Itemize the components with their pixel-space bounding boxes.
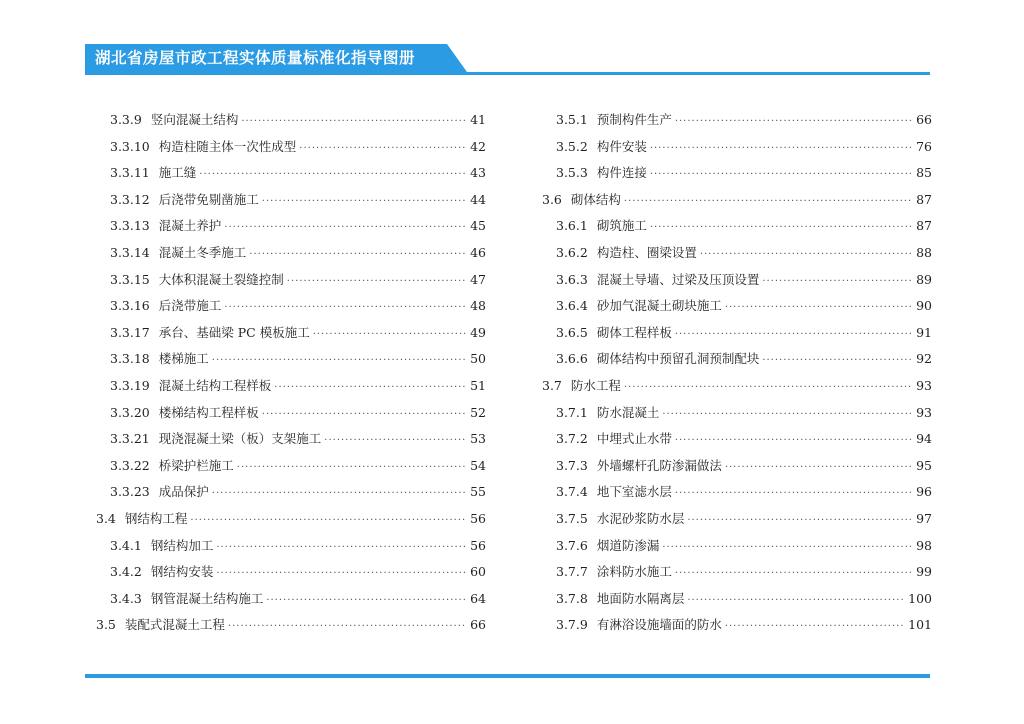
toc-entry[interactable] — [94, 400, 486, 427]
toc-entry-page: 54 — [470, 457, 486, 473]
toc-leader-dots — [650, 162, 913, 189]
toc-entry-number: 3.5.1 — [556, 112, 588, 127]
toc-entry-number: 3.3.16 — [110, 298, 150, 314]
toc-column-right — [540, 107, 932, 639]
toc-entry[interactable] — [94, 160, 486, 187]
toc-entry[interactable] — [540, 160, 932, 187]
toc-entry[interactable] — [540, 134, 932, 161]
toc-entry-title: 混凝土导墙、过梁及压顶设置 — [596, 271, 760, 287]
toc-leader-dots — [675, 109, 913, 136]
toc-leader-dots — [313, 322, 467, 349]
toc-leader-dots — [725, 614, 905, 641]
toc-entry-number: 3.4 — [96, 510, 116, 526]
toc-entry-number: 3.6 — [542, 191, 562, 207]
toc-entry-title: 构造柱随主体一次性成型 — [158, 138, 297, 154]
toc-entry-title: 钢管混凝土结构施工 — [150, 590, 264, 606]
toc-entry-title: 中埋式止水带 — [596, 431, 672, 447]
toc-entry-page: 60 — [470, 564, 486, 580]
toc-entry[interactable] — [94, 479, 486, 506]
toc-leader-dots — [725, 295, 913, 322]
toc-entry[interactable] — [540, 612, 932, 639]
toc-entry-title: 烟道防渗漏 — [596, 537, 660, 553]
toc-entry-number: 3.7.2 — [556, 431, 588, 447]
toc-leader-dots — [662, 535, 913, 562]
toc-entry-number: 3.4.3 — [110, 590, 142, 606]
toc-entry-title: 构件连接 — [596, 165, 647, 181]
toc-entry-number: 3.7.9 — [556, 617, 588, 633]
toc-entry[interactable] — [94, 426, 486, 453]
toc-entry-number: 3.3.12 — [110, 191, 150, 207]
toc-leader-dots — [241, 109, 467, 136]
toc-entry[interactable] — [540, 107, 932, 134]
toc-entry[interactable] — [94, 213, 486, 240]
toc-entry-page: 56 — [470, 510, 486, 526]
toc-entry-page: 99 — [916, 564, 932, 580]
toc-entry-page: 87 — [916, 218, 932, 234]
toc-leader-dots — [249, 242, 467, 269]
toc-entry-title: 有淋浴设施墙面的防水 — [596, 617, 722, 633]
toc-entry-page: 43 — [470, 165, 486, 181]
toc-entry-number: 3.3.14 — [110, 244, 150, 260]
toc-entry[interactable] — [94, 533, 486, 560]
toc-entry[interactable] — [94, 187, 486, 214]
toc-entry-number: 3.3.18 — [110, 351, 150, 367]
toc-leader-dots — [224, 215, 467, 242]
toc-entry-number: 3.5.2 — [556, 138, 588, 154]
toc-entry-page: 97 — [916, 510, 932, 526]
toc-entry-title: 混凝土冬季施工 — [158, 244, 247, 260]
toc-leader-dots — [274, 375, 467, 402]
toc-entry-page: 42 — [470, 138, 486, 154]
toc-leader-dots — [237, 455, 467, 482]
toc-leader-dots — [212, 348, 467, 375]
toc-entry-number: 3.3.20 — [110, 404, 150, 420]
toc-leader-dots — [624, 375, 913, 402]
toc-entry-page: 101 — [908, 617, 932, 633]
toc-entry-title: 防水工程 — [570, 377, 621, 393]
toc-entry[interactable] — [94, 559, 486, 586]
toc-entry[interactable] — [540, 400, 932, 427]
toc-entry-page: 91 — [916, 324, 932, 340]
toc-entry[interactable] — [540, 320, 932, 347]
toc-entry-title: 成品保护 — [158, 484, 209, 500]
toc-entry-title: 后浇带免剔凿施工 — [158, 191, 259, 207]
toc-entry-number: 3.3.23 — [110, 484, 150, 500]
toc-entry-title: 构件安装 — [596, 138, 647, 154]
toc-entry-number: 3.3.9 — [110, 112, 142, 127]
toc-leader-dots — [266, 588, 467, 615]
toc-entry-page: 76 — [916, 138, 932, 154]
toc-leader-dots — [675, 428, 913, 455]
toc-entry[interactable] — [94, 293, 486, 320]
toc-entry-title: 预制构件生产 — [596, 112, 672, 127]
toc-entry-page: 64 — [470, 590, 486, 606]
toc-leader-dots — [224, 295, 467, 322]
toc-leader-dots — [262, 402, 467, 429]
toc-leader-dots — [725, 455, 913, 482]
toc-leader-dots — [687, 588, 905, 615]
toc-leader-dots — [675, 481, 913, 508]
toc-entry[interactable] — [540, 453, 932, 480]
toc-entry[interactable] — [540, 213, 932, 240]
toc-entry[interactable] — [540, 267, 932, 294]
toc-entry-page: 52 — [470, 404, 486, 420]
toc-entry-page: 98 — [916, 537, 932, 553]
toc-entry-title: 防水混凝土 — [596, 404, 660, 420]
toc-entry-page: 89 — [916, 271, 932, 287]
toc-entry-number: 3.4.2 — [110, 564, 142, 580]
toc-leader-dots — [762, 348, 913, 375]
toc-entry-page: 41 — [470, 112, 486, 127]
toc-entry-number: 3.3.17 — [110, 324, 150, 340]
toc-entry[interactable] — [94, 612, 486, 639]
toc-entry[interactable] — [94, 267, 486, 294]
toc-leader-dots — [675, 322, 913, 349]
toc-entry-title: 装配式混凝土工程 — [124, 617, 225, 633]
toc-entry-title: 涂料防水施工 — [596, 564, 672, 580]
toc-entry-number: 3.6.4 — [556, 298, 588, 314]
toc-entry-number: 3.5.3 — [556, 165, 588, 181]
toc-entry[interactable] — [94, 320, 486, 347]
toc-entry-page: 46 — [470, 244, 486, 260]
toc-leader-dots — [216, 561, 467, 588]
toc-entry-page: 100 — [908, 590, 932, 606]
toc-leader-dots — [700, 242, 913, 269]
toc-entry-title: 大体积混凝土裂缝控制 — [158, 271, 284, 287]
toc-leader-dots — [624, 189, 913, 216]
toc-entry-title: 水泥砂浆防水层 — [596, 510, 685, 526]
toc-entry[interactable] — [540, 373, 932, 400]
toc-entry[interactable] — [94, 107, 486, 134]
toc-entry-page: 93 — [916, 404, 932, 420]
toc-entry-number: 3.7.4 — [556, 484, 588, 500]
toc-entry-page: 93 — [916, 377, 932, 393]
toc-leader-dots — [216, 535, 467, 562]
toc-entry-number: 3.6.6 — [556, 351, 588, 367]
toc-entry-title: 构造柱、圈梁设置 — [596, 244, 697, 260]
toc-entry-page: 53 — [470, 431, 486, 447]
toc-entry-number: 3.3.15 — [110, 271, 150, 287]
toc-entry-page: 90 — [916, 298, 932, 314]
toc-leader-dots — [650, 136, 913, 163]
toc-entry[interactable] — [94, 373, 486, 400]
toc-entry[interactable] — [540, 586, 932, 613]
toc-entry-title: 砂加气混凝土砌块施工 — [596, 298, 722, 314]
toc-entry-number: 3.3.21 — [110, 431, 150, 447]
toc-entry[interactable] — [540, 240, 932, 267]
toc-entry-page: 66 — [916, 112, 932, 127]
toc-leader-dots — [650, 215, 913, 242]
toc-entry[interactable] — [540, 346, 932, 373]
toc-entry-title: 楼梯结构工程样板 — [158, 404, 259, 420]
toc-entry-number: 3.7.6 — [556, 537, 588, 553]
toc-leader-dots — [287, 269, 467, 296]
toc-entry-page: 49 — [470, 324, 486, 340]
footer-rule — [85, 674, 930, 678]
toc-entry-title: 楼梯施工 — [158, 351, 209, 367]
toc-entry[interactable] — [540, 426, 932, 453]
toc-leader-dots — [762, 269, 913, 296]
toc-entry-number: 3.3.11 — [110, 165, 150, 181]
toc-entry-title: 混凝土养护 — [158, 218, 222, 234]
toc-entry-number: 3.3.19 — [110, 377, 150, 393]
toc-entry-page: 87 — [916, 191, 932, 207]
toc-leader-dots — [199, 162, 467, 189]
toc-entry-page: 48 — [470, 298, 486, 314]
toc-entry-page: 95 — [916, 457, 932, 473]
toc-entry-title: 后浇带施工 — [158, 298, 222, 314]
toc-entry-title: 竖向混凝土结构 — [150, 112, 239, 127]
toc-leader-dots — [228, 614, 467, 641]
toc-entry-title: 施工缝 — [158, 165, 197, 181]
toc-entry-page: 56 — [470, 537, 486, 553]
toc-entry[interactable] — [94, 134, 486, 161]
toc-entry[interactable] — [540, 187, 932, 214]
toc-entry-number: 3.6.1 — [556, 218, 588, 234]
toc-entry[interactable] — [540, 533, 932, 560]
toc-entry[interactable] — [540, 293, 932, 320]
toc-entry-title: 承台、基础梁 PC 模板施工 — [158, 324, 310, 340]
toc-entry-page: 45 — [470, 218, 486, 234]
toc-entry-number: 3.7.5 — [556, 510, 588, 526]
toc-entry-number: 3.3.13 — [110, 218, 150, 234]
toc-entry[interactable] — [94, 453, 486, 480]
toc-leader-dots — [324, 428, 467, 455]
header-rule — [85, 72, 930, 75]
toc-entry-page: 92 — [916, 351, 932, 367]
toc-entry-page: 44 — [470, 191, 486, 207]
toc-entry-page: 96 — [916, 484, 932, 500]
toc-entry-number: 3.6.2 — [556, 244, 588, 260]
toc-entry-title: 砌筑施工 — [596, 218, 647, 234]
toc-entry-title: 地下室滤水层 — [596, 484, 672, 500]
toc-entry[interactable] — [540, 479, 932, 506]
toc-entry[interactable] — [540, 506, 932, 533]
toc-column-left — [94, 107, 486, 639]
toc-entry[interactable] — [94, 506, 486, 533]
toc-entry-number: 3.5 — [96, 617, 116, 633]
toc-entry-title: 砌体工程样板 — [596, 324, 672, 340]
toc-entry-number: 3.7.7 — [556, 564, 588, 580]
toc-entry[interactable] — [540, 559, 932, 586]
toc-entry-number: 3.7.8 — [556, 590, 588, 606]
toc-entry-page: 94 — [916, 431, 932, 447]
toc-entry-page: 66 — [470, 617, 486, 633]
toc-entry-title: 外墙螺杆孔防渗漏做法 — [596, 457, 722, 473]
toc-entry-title: 桥梁护栏施工 — [158, 457, 234, 473]
toc-entry-title: 钢结构工程 — [124, 510, 188, 526]
toc-entry-page: 85 — [916, 165, 932, 181]
toc-entry-title: 混凝土结构工程样板 — [158, 377, 272, 393]
toc-leader-dots — [299, 136, 467, 163]
toc-leader-dots — [262, 189, 467, 216]
toc-entry-title: 地面防水隔离层 — [596, 590, 685, 606]
toc-entry-number: 3.6.3 — [556, 271, 588, 287]
toc-entry-page: 47 — [470, 271, 486, 287]
toc-entry-number: 3.3.10 — [110, 138, 150, 154]
toc-entry-page: 51 — [470, 377, 486, 393]
toc-entry[interactable] — [94, 346, 486, 373]
page-header — [85, 44, 930, 76]
toc-entry-title: 砌体结构 — [570, 191, 621, 207]
toc-entry-number: 3.7.3 — [556, 457, 588, 473]
toc-entry-number: 3.3.22 — [110, 457, 150, 473]
toc-entry-title: 现浇混凝土梁（板）支架施工 — [158, 431, 322, 447]
toc-leader-dots — [675, 561, 913, 588]
toc-leader-dots — [687, 508, 913, 535]
toc-entry-page: 88 — [916, 244, 932, 260]
toc-entry[interactable] — [94, 240, 486, 267]
toc-entry[interactable] — [94, 586, 486, 613]
toc-entry-page: 50 — [470, 351, 486, 367]
toc-entry-page: 55 — [470, 484, 486, 500]
toc-entry-title: 钢结构安装 — [150, 564, 214, 580]
book-title: 湖北省房屋市政工程实体质量标准化指导图册 — [95, 49, 416, 67]
toc-entry-number: 3.4.1 — [110, 537, 142, 553]
toc-entry-number: 3.7 — [542, 377, 562, 393]
toc-leader-dots — [662, 402, 913, 429]
toc-leader-dots — [190, 508, 467, 535]
toc-entry-number: 3.6.5 — [556, 324, 588, 340]
toc-entry-number: 3.7.1 — [556, 404, 588, 420]
toc-entry-title: 钢结构加工 — [150, 537, 214, 553]
toc-leader-dots — [212, 481, 467, 508]
toc-entry-title: 砌体结构中预留孔洞预制配块 — [596, 351, 760, 367]
